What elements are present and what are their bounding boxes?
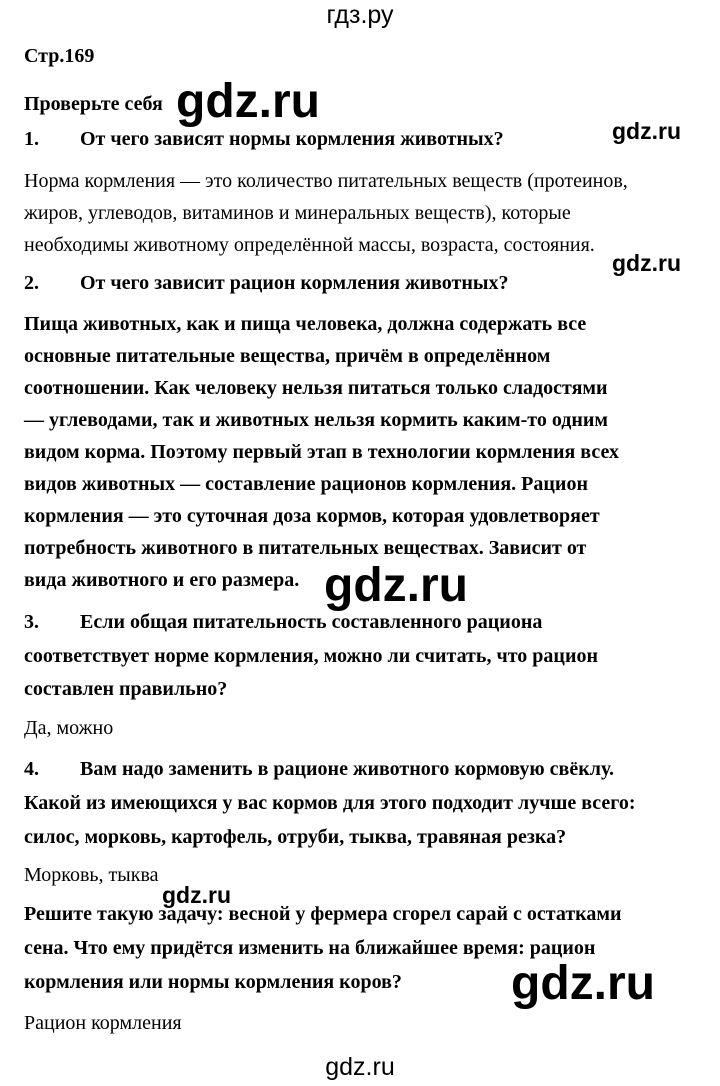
watermark: gdz.ru — [176, 75, 320, 128]
question-text: Вам надо заменить в рационе животного кормовую свёклу. — [80, 758, 614, 780]
task-line-3: кормления или нормы кормления коров? — [24, 971, 402, 993]
answer-1-line-3: необходимы животному определённой массы, возраста, состояния. — [24, 234, 595, 256]
site-footer: gdz.ru — [325, 1053, 395, 1081]
task-answer: Рацион кормления — [24, 1012, 182, 1034]
answer-1-line-1: Норма кормления — это количество питательных веществ (протеинов, — [24, 170, 628, 192]
answer-2-line-4: — углеводами, так и животных нельзя кормить каким-то одним — [24, 409, 609, 431]
question-2 — [24, 272, 508, 295]
answer-2-line-3: соотношении. Как человеку нельзя питаться только сладостями — [24, 377, 608, 399]
question-number: 2. — [24, 272, 39, 294]
answer-2-line-7: кормления — это суточная доза кормов, которая удовлетворяет — [24, 505, 600, 527]
question-number: 3. — [24, 611, 39, 633]
watermark: gdz.ru — [612, 118, 681, 144]
answer-2-line-5: видом корма. Поэтому первый этап в технологии кормления всех — [24, 441, 619, 463]
watermark: gdz.ru — [511, 957, 655, 1010]
answer-2-line-6: видов животных — составление рационов кормления. Рацион — [24, 473, 588, 495]
answer-2-line-1: Пища животных, как и пища человека, должна содержать все — [24, 313, 587, 335]
section-title: Проверьте себя — [24, 93, 163, 115]
task-line-1: Решите такую задачу: весной у фермера сгорел сарай с остатками — [24, 903, 622, 925]
question-text: От чего зависит рацион кормления животных? — [80, 272, 509, 294]
question-number: 4. — [24, 758, 39, 780]
question-number: 1. — [24, 128, 39, 150]
watermark: gdz.ru — [324, 559, 468, 612]
question-1 — [24, 128, 504, 151]
question-4 — [24, 758, 614, 781]
answer-2-line-2: основные питательные вещества, причём в определённом — [24, 345, 551, 367]
task-line-2: сена. Что ему придётся изменить на ближайшее время: рацион — [24, 937, 596, 959]
answer-3: Да, можно — [24, 717, 114, 739]
question-3-line-2: соответствует норме кормления, можно ли считать, что рацион — [24, 645, 598, 667]
question-4-line-2: Какой из имеющихся у вас кормов для этого подходит лучше всего: — [24, 792, 636, 814]
answer-2-line-8: потребность животного в питательных веществах. Зависит от — [24, 537, 587, 559]
question-text: Если общая питательность составленного рациона — [80, 611, 543, 633]
watermark: gdz.ru — [612, 250, 681, 276]
question-text: От чего зависят нормы кормления животных? — [80, 128, 504, 150]
question-4-line-3: силос, морковь, картофель, отруби, тыква, травяная резка? — [24, 826, 567, 848]
answer-2-line-9: вида животного и его размера. — [24, 569, 300, 591]
answer-4: Морковь, тыква — [24, 864, 159, 886]
question-3-line-3: составлен правильно? — [24, 678, 228, 700]
question-3 — [24, 611, 542, 634]
watermark: gdz.ru — [162, 882, 231, 908]
answer-1-line-2: жиров, углеводов, витаминов и минеральных веществ), которые — [24, 202, 571, 224]
site-header: гдз.ру — [326, 1, 394, 29]
page-number: Стр.169 — [24, 45, 95, 67]
